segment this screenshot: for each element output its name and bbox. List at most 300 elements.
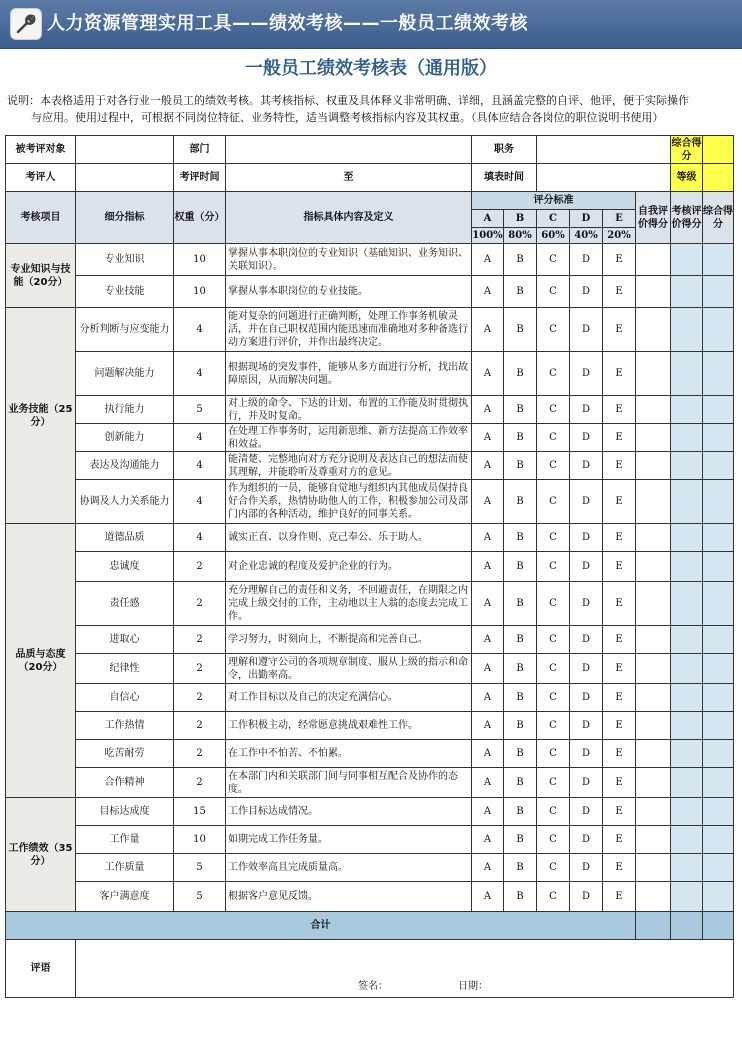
grade-option[interactable]: B xyxy=(504,826,537,854)
weight-value: 5 xyxy=(174,396,226,424)
grade-option[interactable]: D xyxy=(570,582,603,626)
indicator-content: 能对复杂的问题进行正确判断，处理工作事务机敏灵活，并在自己职权范围内能迅速而准确地对多种备选行动方案进行评价，并作出最终决定。 xyxy=(226,308,472,352)
review-score-cell[interactable] xyxy=(671,712,703,740)
grade-option[interactable]: B xyxy=(504,552,537,582)
grade-option[interactable]: C xyxy=(537,654,570,684)
weight-value: 2 xyxy=(174,626,226,654)
grade-option[interactable]: E xyxy=(603,276,636,308)
table-row xyxy=(6,684,734,712)
overall-score-cell[interactable] xyxy=(703,524,734,552)
grade-option[interactable]: D xyxy=(570,712,603,740)
sub-indicator: 协调及人力关系能力 xyxy=(76,480,174,524)
description-line-1: 说明：本表格适用于对各行业一般员工的绩效考核。其考核指标、权重及具体释义非常明确、详细，且涵盖完整的自评、他评，便于实际操作 xyxy=(7,94,689,107)
sub-indicator: 问题解决能力 xyxy=(76,352,174,396)
grade-option[interactable]: D xyxy=(570,854,603,882)
table-row xyxy=(6,352,734,396)
grade-option[interactable]: C xyxy=(537,582,570,626)
level-input[interactable] xyxy=(703,164,734,192)
total-self[interactable] xyxy=(636,912,671,940)
weight-value: 2 xyxy=(174,712,226,740)
grade-option[interactable]: E xyxy=(603,826,636,854)
grade-option[interactable]: B xyxy=(504,740,537,768)
grade-head-a: A xyxy=(472,210,504,228)
table-row xyxy=(6,826,734,854)
weight-value: 2 xyxy=(174,684,226,712)
overall-score-cell[interactable] xyxy=(703,452,734,480)
overall-score-cell[interactable] xyxy=(703,626,734,654)
total-row xyxy=(6,912,734,940)
self-score-cell[interactable] xyxy=(636,396,671,424)
fill-date-input[interactable] xyxy=(537,164,671,192)
self-score-cell[interactable] xyxy=(636,276,671,308)
indicator-content: 如期完成工作任务量。 xyxy=(226,826,472,854)
sub-indicator: 工作量 xyxy=(76,826,174,854)
grade-option[interactable]: A xyxy=(472,826,504,854)
sub-indicator: 专业知识 xyxy=(76,244,174,276)
self-score-cell[interactable] xyxy=(636,684,671,712)
table-row xyxy=(6,524,734,552)
review-score-cell[interactable] xyxy=(671,798,703,826)
grade-option[interactable]: C xyxy=(537,452,570,480)
grade-option[interactable]: B xyxy=(504,424,537,452)
grade-option[interactable]: A xyxy=(472,768,504,798)
grade-head-b: B xyxy=(504,210,537,228)
review-score-cell[interactable] xyxy=(671,854,703,882)
level-label: 等级 xyxy=(671,164,703,192)
grade-option[interactable]: B xyxy=(504,524,537,552)
grade-option[interactable]: C xyxy=(537,768,570,798)
grade-option[interactable]: B xyxy=(504,626,537,654)
grade-option[interactable]: E xyxy=(603,854,636,882)
indicator-content: 诚实正直、以身作则、克己奉公、乐于助人。 xyxy=(226,524,472,552)
grade-option[interactable]: D xyxy=(570,882,603,912)
grade-option[interactable]: A xyxy=(472,552,504,582)
self-score-cell[interactable] xyxy=(636,740,671,768)
target-label: 被考评对象 xyxy=(6,136,76,164)
wrench-icon xyxy=(10,8,42,40)
grade-option[interactable]: A xyxy=(472,308,504,352)
total-score-label: 综合得分 xyxy=(671,137,702,162)
grade-option[interactable]: B xyxy=(504,452,537,480)
grade-option[interactable]: E xyxy=(603,582,636,626)
grade-option[interactable]: E xyxy=(603,308,636,352)
grade-option[interactable]: D xyxy=(570,452,603,480)
weight-value: 4 xyxy=(174,424,226,452)
grade-option[interactable]: A xyxy=(472,352,504,396)
sub-indicator: 纪律性 xyxy=(76,654,174,684)
weight-value: 5 xyxy=(174,882,226,912)
table-row xyxy=(6,654,734,684)
table-row xyxy=(6,768,734,798)
grade-option[interactable]: C xyxy=(537,276,570,308)
self-score-cell[interactable] xyxy=(636,582,671,626)
table-row xyxy=(6,552,734,582)
table-row xyxy=(6,244,734,276)
grade-option[interactable]: D xyxy=(570,424,603,452)
self-score-cell[interactable] xyxy=(636,452,671,480)
sub-indicator: 客户满意度 xyxy=(76,882,174,912)
period-label: 考评时间 xyxy=(174,164,226,192)
self-score-cell[interactable] xyxy=(636,352,671,396)
grade-option[interactable]: D xyxy=(570,626,603,654)
self-score-cell[interactable] xyxy=(636,552,671,582)
self-score-cell[interactable] xyxy=(636,882,671,912)
pct-a: 100% xyxy=(472,228,504,244)
grade-option[interactable]: B xyxy=(504,308,537,352)
self-score-cell[interactable] xyxy=(636,626,671,654)
weight-value: 2 xyxy=(174,740,226,768)
grade-option[interactable]: C xyxy=(537,308,570,352)
grade-option[interactable]: C xyxy=(537,854,570,882)
self-score-cell[interactable] xyxy=(636,480,671,524)
review-score-cell[interactable] xyxy=(671,524,703,552)
grade-option[interactable]: B xyxy=(504,480,537,524)
comment-label: 评语 xyxy=(6,940,76,998)
table-row xyxy=(6,396,734,424)
grade-option[interactable]: C xyxy=(537,352,570,396)
sub-indicator: 忠诚度 xyxy=(76,552,174,582)
sub-indicator: 吃苦耐劳 xyxy=(76,740,174,768)
grade-option[interactable]: D xyxy=(570,826,603,854)
indicator-content: 掌握从事本职岗位的专业技能。 xyxy=(226,276,472,308)
review-score-cell[interactable] xyxy=(671,480,703,524)
grade-option[interactable]: E xyxy=(603,684,636,712)
grade-option[interactable]: E xyxy=(603,740,636,768)
grade-option[interactable]: B xyxy=(504,854,537,882)
grade-option[interactable]: B xyxy=(504,712,537,740)
sub-indicator: 专业技能 xyxy=(76,276,174,308)
grade-option[interactable]: A xyxy=(472,626,504,654)
group-label: 业务技能（25分） xyxy=(6,308,76,524)
grade-option[interactable]: E xyxy=(603,452,636,480)
weight-value: 4 xyxy=(174,308,226,352)
grade-option[interactable]: D xyxy=(570,740,603,768)
indicator-content: 在本部门内和关联部门间与同事相互配合及协作的态度。 xyxy=(226,768,472,798)
overall-score-cell[interactable] xyxy=(703,798,734,826)
weight-value: 4 xyxy=(174,352,226,396)
target-input[interactable] xyxy=(76,136,174,164)
pct-d: 40% xyxy=(570,228,603,244)
overall-score-cell[interactable] xyxy=(703,480,734,524)
grade-option[interactable]: A xyxy=(472,524,504,552)
overall-score-cell[interactable] xyxy=(703,826,734,854)
grade-option[interactable]: B xyxy=(504,276,537,308)
self-score-cell[interactable] xyxy=(636,798,671,826)
grade-option[interactable]: C xyxy=(537,244,570,276)
grade-option[interactable]: A xyxy=(472,684,504,712)
review-score-cell[interactable] xyxy=(671,552,703,582)
sub-indicator: 执行能力 xyxy=(76,396,174,424)
table-row xyxy=(6,854,734,882)
review-score-cell[interactable] xyxy=(671,740,703,768)
grade-option[interactable]: A xyxy=(472,396,504,424)
weight-value: 5 xyxy=(174,854,226,882)
table-row xyxy=(6,882,734,912)
grade-option[interactable]: C xyxy=(537,552,570,582)
overall-score-cell[interactable] xyxy=(703,768,734,798)
weight-value: 10 xyxy=(174,276,226,308)
overall-score-cell[interactable] xyxy=(703,396,734,424)
grade-option[interactable]: C xyxy=(537,826,570,854)
grade-option[interactable]: C xyxy=(537,882,570,912)
col-std: 评分标准 xyxy=(472,192,636,210)
reviewer-input[interactable] xyxy=(76,164,174,192)
overall-score-cell[interactable] xyxy=(703,552,734,582)
grade-option[interactable]: D xyxy=(570,524,603,552)
weight-value: 2 xyxy=(174,768,226,798)
grade-option[interactable]: E xyxy=(603,424,636,452)
review-score-cell[interactable] xyxy=(671,352,703,396)
col-overall: 综合得分 xyxy=(703,192,734,244)
pct-e: 20% xyxy=(603,228,636,244)
grade-option[interactable]: E xyxy=(603,244,636,276)
review-score-cell[interactable] xyxy=(671,882,703,912)
weight-value: 10 xyxy=(174,826,226,854)
review-score-cell[interactable] xyxy=(671,626,703,654)
comment-row xyxy=(6,940,734,998)
review-score-cell[interactable] xyxy=(671,768,703,798)
table-row xyxy=(6,626,734,654)
sub-indicator: 目标达成度 xyxy=(76,798,174,826)
grade-option[interactable]: C xyxy=(537,740,570,768)
grade-option[interactable]: A xyxy=(472,276,504,308)
table-row xyxy=(6,798,734,826)
self-score-cell[interactable] xyxy=(636,712,671,740)
grade-option[interactable]: A xyxy=(472,740,504,768)
group-label: 品质与态度（20分） xyxy=(6,524,76,798)
grade-option[interactable]: E xyxy=(603,396,636,424)
grade-option[interactable]: B xyxy=(504,684,537,712)
dept-input[interactable] xyxy=(226,136,472,164)
group-label: 专业知识与技能（20分） xyxy=(6,244,76,308)
indicator-content: 作为组织的一员，能够自觉地与组织内其他成员保持良好合作关系，热情协助他人的工作，积极参加公司及部门内部的各种活动，维护良好的同事关系。 xyxy=(226,480,472,524)
sub-indicator: 自信心 xyxy=(76,684,174,712)
review-score-cell[interactable] xyxy=(671,582,703,626)
table-row xyxy=(6,480,734,524)
grade-head-c: C xyxy=(537,210,570,228)
sub-indicator: 道德品质 xyxy=(76,524,174,552)
grade-option[interactable]: C xyxy=(537,684,570,712)
indicator-content: 根据客户意见反馈。 xyxy=(226,882,472,912)
table-row xyxy=(6,424,734,452)
indicator-content: 掌握从事本职岗位的专业知识（基础知识、业务知识、关联知识）。 xyxy=(226,244,472,276)
grade-option[interactable]: D xyxy=(570,352,603,396)
sub-indicator: 表达及沟通能力 xyxy=(76,452,174,480)
grade-option[interactable]: D xyxy=(570,396,603,424)
self-score-cell[interactable] xyxy=(636,424,671,452)
col-sub: 细分指标 xyxy=(76,192,174,244)
position-label: 职务 xyxy=(472,136,537,164)
grade-option[interactable]: C xyxy=(537,424,570,452)
grade-option[interactable]: E xyxy=(603,524,636,552)
grade-option[interactable]: B xyxy=(504,768,537,798)
indicator-content: 工作效率高且完成质量高。 xyxy=(226,854,472,882)
weight-value: 2 xyxy=(174,552,226,582)
grade-option[interactable]: B xyxy=(504,882,537,912)
grade-option[interactable]: E xyxy=(603,798,636,826)
total-label: 合计 xyxy=(6,912,636,940)
review-score-cell[interactable] xyxy=(671,684,703,712)
grade-head-e: E xyxy=(603,210,636,228)
grade-option[interactable]: B xyxy=(504,244,537,276)
period-to: 至 xyxy=(226,164,472,192)
weight-value: 4 xyxy=(174,524,226,552)
weight-value: 15 xyxy=(174,798,226,826)
review-score-cell[interactable] xyxy=(671,396,703,424)
grade-option[interactable]: E xyxy=(603,626,636,654)
indicator-content: 能清楚、完整地向对方充分说明及表达自己的想法而使其理解，并能聆听及尊重对方的意见。 xyxy=(226,452,472,480)
overall-score-cell[interactable] xyxy=(703,654,734,684)
description xyxy=(7,92,737,126)
overall-score-cell[interactable] xyxy=(703,582,734,626)
overall-score-cell[interactable] xyxy=(703,424,734,452)
grade-option[interactable]: C xyxy=(537,396,570,424)
review-score-cell[interactable] xyxy=(671,654,703,684)
comment-input[interactable] xyxy=(76,940,734,998)
grade-option[interactable]: C xyxy=(537,524,570,552)
grade-option[interactable]: D xyxy=(570,552,603,582)
col-content: 指标具体内容及定义 xyxy=(226,192,472,244)
indicator-content: 充分理解自己的责任和义务，不回避责任，在期限之内完成上级交付的工作，主动地以主人翁的态度去完成工作。 xyxy=(226,582,472,626)
review-score-cell[interactable] xyxy=(671,308,703,352)
grade-option[interactable]: B xyxy=(504,352,537,396)
grade-option[interactable]: E xyxy=(603,654,636,684)
grade-option[interactable]: C xyxy=(537,480,570,524)
overall-score-cell[interactable] xyxy=(703,352,734,396)
position-input[interactable] xyxy=(537,136,671,164)
group-label: 工作绩效（35分） xyxy=(6,798,76,912)
review-score-cell[interactable] xyxy=(671,452,703,480)
sub-indicator: 合作精神 xyxy=(76,768,174,798)
sub-indicator: 创新能力 xyxy=(76,424,174,452)
pct-b: 80% xyxy=(504,228,537,244)
col-weight: 权重（分） xyxy=(174,192,226,244)
total-score-input[interactable] xyxy=(703,136,734,164)
grade-option[interactable]: A xyxy=(472,854,504,882)
grade-option[interactable]: E xyxy=(603,352,636,396)
sub-indicator: 工作质量 xyxy=(76,854,174,882)
grade-option[interactable]: A xyxy=(472,882,504,912)
table-row xyxy=(6,308,734,352)
grade-option[interactable]: D xyxy=(570,276,603,308)
indicator-content: 在处理工作事务时，运用新思维、新方法提高工作效率和效益。 xyxy=(226,424,472,452)
indicator-content: 对企业忠诚的程度及爱护企业的行为。 xyxy=(226,552,472,582)
grade-option[interactable]: B xyxy=(504,798,537,826)
overall-score-cell[interactable] xyxy=(703,882,734,912)
self-score-cell[interactable] xyxy=(636,826,671,854)
date-label: 日期： xyxy=(458,981,488,992)
review-score-cell[interactable] xyxy=(671,826,703,854)
grade-option[interactable]: E xyxy=(603,882,636,912)
indicator-content: 工作积极主动，经常愿意挑战艰难性工作。 xyxy=(226,712,472,740)
grade-head-d: D xyxy=(570,210,603,228)
header-title: 人力资源管理实用工具——绩效考核——一般员工绩效考核 xyxy=(47,13,528,34)
grade-option[interactable]: C xyxy=(537,626,570,654)
grade-option[interactable]: A xyxy=(472,244,504,276)
evaluation-table xyxy=(5,135,734,998)
weight-value: 2 xyxy=(174,582,226,626)
grade-option[interactable]: D xyxy=(570,654,603,684)
indicator-content: 理解和遵守公司的各项规章制度、服从上级的指示和命令，出勤率高。 xyxy=(226,654,472,684)
col-item: 考核项目 xyxy=(6,192,76,244)
grade-option[interactable]: D xyxy=(570,798,603,826)
grade-option[interactable]: D xyxy=(570,244,603,276)
self-score-cell[interactable] xyxy=(636,308,671,352)
overall-score-cell[interactable] xyxy=(703,712,734,740)
indicator-content: 在工作中不怕苦、不怕累。 xyxy=(226,740,472,768)
grade-option[interactable]: D xyxy=(570,480,603,524)
grade-option[interactable]: A xyxy=(472,452,504,480)
self-score-cell[interactable] xyxy=(636,768,671,798)
grade-option[interactable]: E xyxy=(603,768,636,798)
weight-value: 2 xyxy=(174,654,226,684)
grade-option[interactable]: A xyxy=(472,424,504,452)
grade-option[interactable]: E xyxy=(603,480,636,524)
indicator-content: 学习努力，时刻向上，不断提高和完善自己。 xyxy=(226,626,472,654)
sub-indicator: 分析判断与应变能力 xyxy=(76,308,174,352)
indicator-content: 根据现场的突发事件，能够从多方面进行分析，找出故障原因，从而解决问题。 xyxy=(226,352,472,396)
grade-option[interactable]: C xyxy=(537,712,570,740)
grade-option[interactable]: D xyxy=(570,308,603,352)
self-score-cell[interactable] xyxy=(636,654,671,684)
grade-option[interactable]: B xyxy=(504,582,537,626)
table-row xyxy=(6,582,734,626)
review-score-cell[interactable] xyxy=(671,244,703,276)
total-overall[interactable] xyxy=(703,912,734,940)
indicator-content: 对上级的命令、下达的计划、布置的工作能及时贯彻执行，并及时复命。 xyxy=(226,396,472,424)
overall-score-cell[interactable] xyxy=(703,684,734,712)
pct-c: 60% xyxy=(537,228,570,244)
overall-score-cell[interactable] xyxy=(703,276,734,308)
overall-score-cell[interactable] xyxy=(703,740,734,768)
grade-option[interactable]: A xyxy=(472,582,504,626)
grade-option[interactable]: A xyxy=(472,480,504,524)
grade-option[interactable]: E xyxy=(603,712,636,740)
sub-indicator: 进取心 xyxy=(76,626,174,654)
grade-option[interactable]: C xyxy=(537,798,570,826)
weight-value: 4 xyxy=(174,480,226,524)
review-score-cell[interactable] xyxy=(671,276,703,308)
review-score-cell[interactable] xyxy=(671,424,703,452)
sign-label: 签名： xyxy=(358,981,388,992)
sub-indicator: 工作热情 xyxy=(76,712,174,740)
grade-option[interactable]: B xyxy=(504,654,537,684)
self-score-cell[interactable] xyxy=(636,524,671,552)
table-row xyxy=(6,452,734,480)
overall-score-cell[interactable] xyxy=(703,854,734,882)
self-score-cell[interactable] xyxy=(636,854,671,882)
reviewer-label: 考评人 xyxy=(6,164,76,192)
total-review[interactable] xyxy=(671,912,703,940)
weight-value: 4 xyxy=(174,452,226,480)
indicator-content: 工作目标达成情况。 xyxy=(226,798,472,826)
grade-option[interactable]: D xyxy=(570,768,603,798)
table-row xyxy=(6,740,734,768)
grade-option[interactable]: D xyxy=(570,684,603,712)
sub-indicator: 责任感 xyxy=(76,582,174,626)
grade-option[interactable]: A xyxy=(472,798,504,826)
self-score-cell[interactable] xyxy=(636,244,671,276)
grade-option[interactable]: E xyxy=(603,552,636,582)
fill-date-label: 填表时间 xyxy=(472,164,537,192)
grade-option[interactable]: A xyxy=(472,654,504,684)
overall-score-cell[interactable] xyxy=(703,308,734,352)
col-self: 自我评价得分 xyxy=(636,192,671,244)
overall-score-cell[interactable] xyxy=(703,244,734,276)
dept-label: 部门 xyxy=(174,136,226,164)
grade-option[interactable]: A xyxy=(472,712,504,740)
grade-option[interactable]: B xyxy=(504,396,537,424)
